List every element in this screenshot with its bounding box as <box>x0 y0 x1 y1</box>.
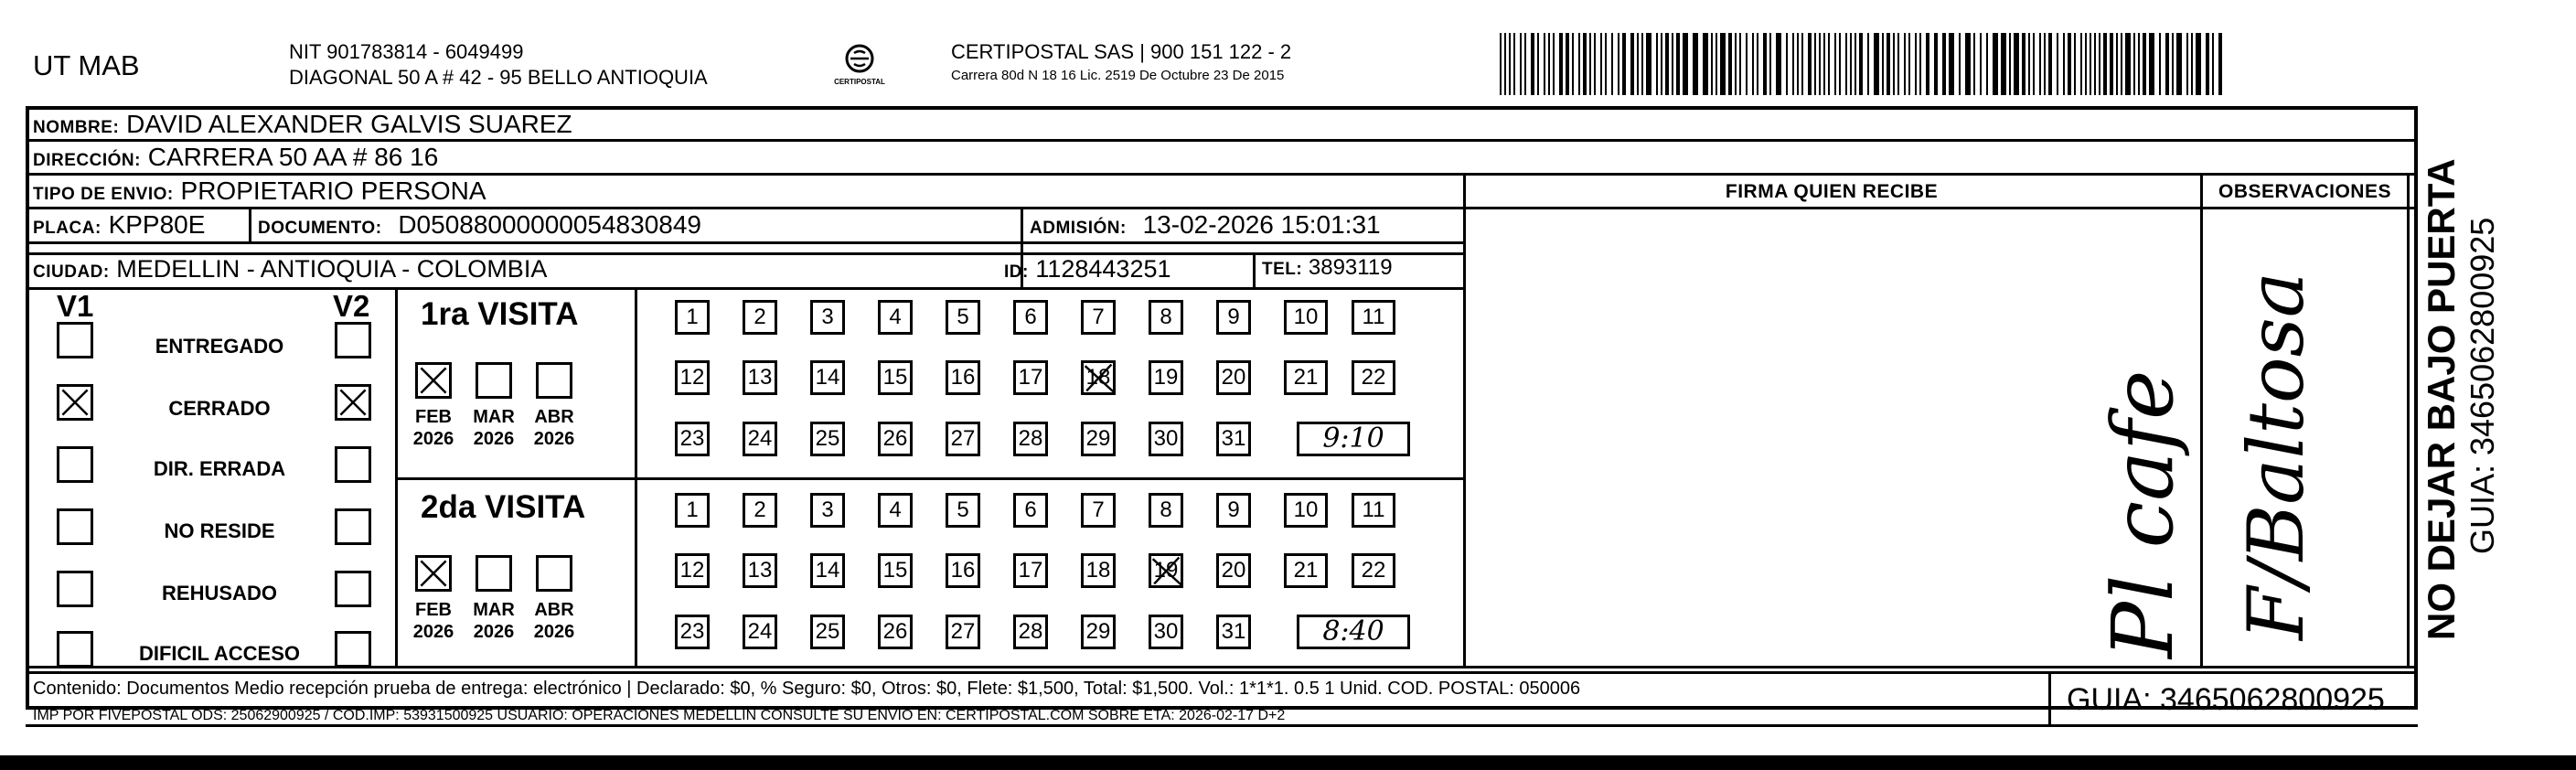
second-visit-day-box[interactable]: 24 <box>743 615 777 649</box>
second-visit-day-box[interactable]: 20 <box>1216 553 1251 588</box>
first-visit-day-box[interactable]: 28 <box>1013 422 1048 456</box>
x-mark-icon <box>1084 363 1113 392</box>
tipo-label: TIPO DE ENVIO: <box>33 185 174 204</box>
first-visit-month-checkbox[interactable] <box>415 362 452 399</box>
second-visit-day-box[interactable]: 5 <box>946 493 980 528</box>
second-visit-day-box[interactable]: 10 <box>1284 493 1328 528</box>
tel-field <box>1262 255 1393 281</box>
first-visit-day-box[interactable]: 30 <box>1149 422 1183 456</box>
direccion-value: CARRERA 50 AA # 86 16 <box>147 143 439 171</box>
second-visit-day-box[interactable]: 21 <box>1284 553 1328 588</box>
direccion-label: DIRECCIÓN: <box>33 151 141 170</box>
second-visit-day-box[interactable]: 19 <box>1149 553 1183 588</box>
v1-checkbox[interactable] <box>57 446 93 483</box>
barcode <box>1500 33 2222 95</box>
month-label: MAR 2026 <box>473 407 515 449</box>
tipo-value: PROPIETARIO PERSONA <box>180 176 486 205</box>
status-label: DIR. ERRADA <box>153 457 286 480</box>
tel-label: TEL: <box>1262 260 1303 279</box>
second-visit-day-box[interactable]: 4 <box>878 493 913 528</box>
first-visit-day-box[interactable]: 15 <box>878 360 913 395</box>
first-visit-day-box[interactable]: 14 <box>810 360 845 395</box>
nombre-row <box>33 110 572 139</box>
admision-field <box>1030 210 1381 240</box>
second-visit-day-box[interactable]: 18 <box>1081 553 1116 588</box>
first-visit-day-box[interactable]: 8 <box>1149 300 1183 335</box>
first-visit-day-box[interactable]: 24 <box>743 422 777 456</box>
status-label: NO RESIDE <box>164 519 275 542</box>
admision-label: ADMISIÓN: <box>1030 219 1127 238</box>
footer-imp: IMP POR FIVEPOSTAL ODS: 25062900925 / COD.IMP: 53931500925 USUARIO: OPERACIONES MEDELLIN CONSULTE SU ENVIO EN: CERTIPOSTAL.COM SOBRE ETA: 2026-02-17 D+2 <box>33 708 1286 723</box>
v2-checkbox[interactable] <box>335 322 371 358</box>
x-mark-icon <box>418 558 449 589</box>
status-label: CERRADO <box>168 397 271 420</box>
second-visit-day-box[interactable]: 23 <box>675 615 710 649</box>
status-label: REHUSADO <box>162 582 277 604</box>
footer-guia: GUIA: 3465062800925 <box>2067 682 2385 717</box>
second-visit-day-box[interactable]: 9 <box>1216 493 1251 528</box>
second-visit-title: 2da VISITA <box>421 489 586 525</box>
first-visit-day-box[interactable]: 27 <box>946 422 980 456</box>
placa-value: KPP80E <box>108 210 206 239</box>
nombre-value: DAVID ALEXANDER GALVIS SUAREZ <box>126 110 572 138</box>
second-visit-month-checkbox[interactable] <box>536 555 572 592</box>
ciudad-label: CIUDAD: <box>33 262 110 282</box>
v2-header: V2 <box>333 289 370 323</box>
status-label: ENTREGADO <box>155 335 284 358</box>
first-visit-day-box[interactable]: 21 <box>1284 360 1328 395</box>
second-visit-day-box[interactable]: 16 <box>946 553 980 588</box>
first-visit-title: 1ra VISITA <box>421 296 579 332</box>
first-visit-day-box[interactable]: 18 <box>1081 360 1116 395</box>
v1-checkbox[interactable] <box>57 631 93 668</box>
first-visit-day-box[interactable]: 13 <box>743 360 777 395</box>
observaciones-handwriting-2: F/Baltosa <box>2231 272 2321 640</box>
second-visit-day-box[interactable]: 17 <box>1013 553 1048 588</box>
first-visit-day-box[interactable]: 20 <box>1216 360 1251 395</box>
first-visit-day-box[interactable]: 22 <box>1352 360 1395 395</box>
month-label: MAR 2026 <box>473 600 515 642</box>
second-visit-day-box[interactable]: 29 <box>1081 615 1116 649</box>
documento-field <box>258 210 701 240</box>
second-visit-day-box[interactable]: 30 <box>1149 615 1183 649</box>
first-visit-day-box[interactable]: 9 <box>1216 300 1251 335</box>
first-visit-day-box[interactable]: 31 <box>1216 422 1251 456</box>
first-visit-day-box[interactable]: 23 <box>675 422 710 456</box>
first-visit-day-box[interactable]: 6 <box>1013 300 1048 335</box>
company-address: DIAGONAL 50 A # 42 - 95 BELLO ANTIOQUIA <box>289 66 708 89</box>
documento-value: D05088000000054830849 <box>398 210 701 239</box>
month-label: FEB 2026 <box>412 600 454 642</box>
x-mark-icon <box>59 387 91 418</box>
tipo-row <box>33 176 486 206</box>
status-label: DIFICIL ACCESO <box>138 642 300 665</box>
v1-checkbox[interactable] <box>57 322 93 358</box>
v2-checkbox[interactable] <box>335 508 371 545</box>
second-visit-day-box[interactable]: 2 <box>743 493 777 528</box>
id-label: ID: <box>1004 262 1029 282</box>
carrier-address: Carrera 80d N 18 16 Lic. 2519 De Octubre 23 De 2015 <box>951 68 1285 83</box>
second-visit-day-box[interactable]: 28 <box>1013 615 1048 649</box>
first-visit-day-box[interactable]: 2 <box>743 300 777 335</box>
ciudad-field <box>33 255 547 283</box>
v1-checkbox[interactable] <box>57 508 93 545</box>
second-visit-day-box[interactable]: 8 <box>1149 493 1183 528</box>
admision-value: 13-02-2026 15:01:31 <box>1142 210 1381 239</box>
second-visit-day-box[interactable]: 15 <box>878 553 913 588</box>
second-visit-day-box[interactable]: 25 <box>810 615 845 649</box>
second-visit-day-box[interactable]: 22 <box>1352 553 1395 588</box>
first-visit-day-box[interactable]: 1 <box>675 300 710 335</box>
second-visit-day-box[interactable]: 12 <box>675 553 710 588</box>
observaciones-label: OBSERVACIONES <box>2218 181 2391 202</box>
observaciones-handwriting-1: Pl cafe <box>2094 369 2192 658</box>
tel-value: 3893119 <box>1308 255 1393 280</box>
first-visit-month-checkbox[interactable] <box>536 362 572 399</box>
second-visit-day-box[interactable]: 31 <box>1216 615 1251 649</box>
second-visit-day-box[interactable]: 3 <box>810 493 845 528</box>
first-visit-day-box[interactable]: 4 <box>878 300 913 335</box>
company-nit: NIT 901783814 - 6049499 <box>289 40 524 63</box>
second-visit-day-box[interactable]: 27 <box>946 615 980 649</box>
x-mark-icon <box>418 365 449 396</box>
v2-checkbox[interactable] <box>335 631 371 668</box>
id-value: 1128443251 <box>1035 255 1171 283</box>
first-visit-day-box[interactable]: 12 <box>675 360 710 395</box>
v2-checkbox[interactable] <box>335 571 371 607</box>
id-field <box>1004 255 1171 283</box>
second-visit-month-checkbox[interactable] <box>476 555 512 592</box>
first-visit-day-box[interactable]: 10 <box>1284 300 1328 335</box>
documento-label: DOCUMENTO: <box>258 219 382 238</box>
x-mark-icon <box>1151 556 1181 585</box>
second-visit-day-box[interactable]: 11 <box>1352 493 1395 528</box>
company-name: UT MAB <box>33 49 140 81</box>
ciudad-value: MEDELLIN - ANTIOQUIA - COLOMBIA <box>116 255 548 283</box>
first-visit-month-checkbox[interactable] <box>476 362 512 399</box>
placa-label: PLACA: <box>33 219 102 238</box>
month-label: ABR 2026 <box>533 600 575 642</box>
v1-checkbox[interactable] <box>57 571 93 607</box>
footer-contenido: Contenido: Documentos Medio recepción prueba de entrega: electrónico | Declarado: $0, % Seguro: $0, Otros: $0, Flete: $1,500, Total: $1,500. Vol.: 1*1*1. 0.5 1 Unid. COD. POSTAL: 050006 <box>33 679 1581 699</box>
v2-checkbox[interactable] <box>335 446 371 483</box>
second-visit-day-box[interactable]: 7 <box>1081 493 1116 528</box>
first-visit-day-box[interactable]: 7 <box>1081 300 1116 335</box>
first-visit-time-box[interactable]: 9:10 <box>1297 422 1410 456</box>
second-visit-day-box[interactable]: 26 <box>878 615 913 649</box>
first-visit-day-box[interactable]: 3 <box>810 300 845 335</box>
direccion-row <box>33 143 438 172</box>
v1-checkbox[interactable] <box>57 384 93 421</box>
first-visit-day-box[interactable]: 11 <box>1352 300 1395 335</box>
first-visit-day-box[interactable]: 16 <box>946 360 980 395</box>
second-visit-time-box[interactable]: 8:40 <box>1297 615 1410 649</box>
x-mark-icon <box>337 387 369 418</box>
first-visit-day-box[interactable]: 26 <box>878 422 913 456</box>
second-visit-day-box[interactable]: 6 <box>1013 493 1048 528</box>
second-visit-month-checkbox[interactable] <box>415 555 452 592</box>
nombre-label: NOMBRE: <box>33 118 120 137</box>
certipostal-logo <box>830 40 889 88</box>
placa-field <box>33 210 205 240</box>
side-guia: GUIA: 3465062800925 <box>2464 217 2501 554</box>
month-label: FEB 2026 <box>412 407 454 449</box>
first-visit-day-box[interactable]: 25 <box>810 422 845 456</box>
second-visit-day-box[interactable]: 1 <box>675 493 710 528</box>
firma-label: FIRMA QUIEN RECIBE <box>1725 181 1939 202</box>
second-visit-day-box[interactable]: 14 <box>810 553 845 588</box>
carrier-name: CERTIPOSTAL SAS | 900 151 122 - 2 <box>951 40 1292 63</box>
v1-header: V1 <box>57 289 94 323</box>
month-label: ABR 2026 <box>533 407 575 449</box>
v2-checkbox[interactable] <box>335 384 371 421</box>
first-visit-day-box[interactable]: 19 <box>1149 360 1183 395</box>
second-visit-day-box[interactable]: 13 <box>743 553 777 588</box>
first-visit-day-box[interactable]: 17 <box>1013 360 1048 395</box>
first-visit-day-box[interactable]: 5 <box>946 300 980 335</box>
side-warning: NO DEJAR BAJO PUERTA <box>2420 158 2463 640</box>
svg-text:CERTIPOSTAL: CERTIPOSTAL <box>834 78 885 86</box>
first-visit-day-box[interactable]: 29 <box>1081 422 1116 456</box>
